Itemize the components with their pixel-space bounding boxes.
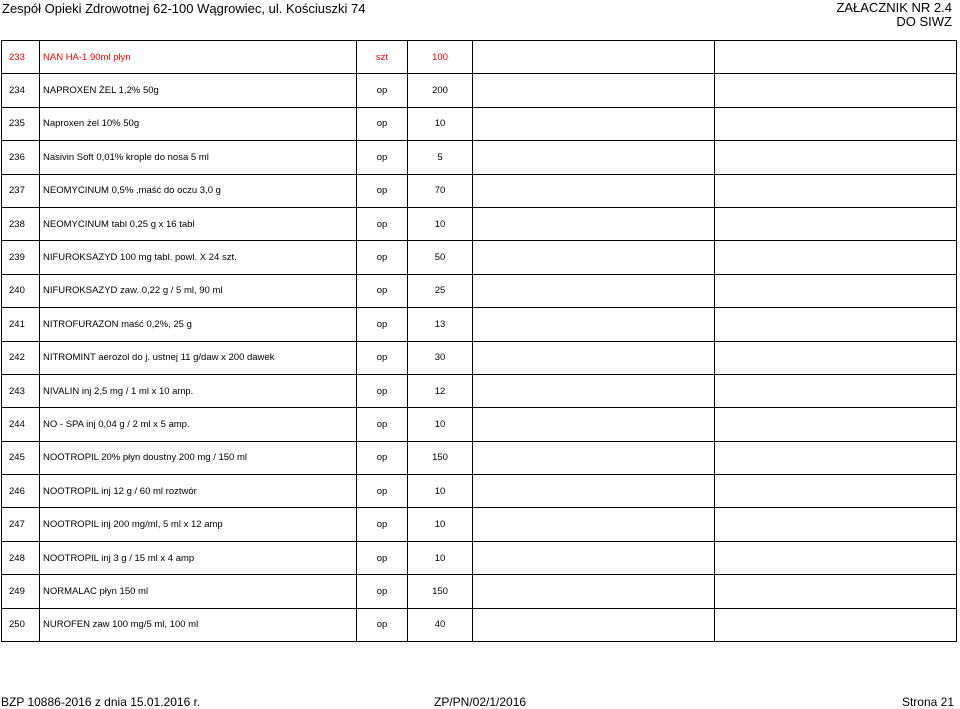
product-name-cell: NEOMYCINUM 0,5% ,maść do oczu 3,0 g — [40, 174, 357, 207]
table-row — [2, 41, 957, 74]
quantity-cell: 10 — [408, 207, 473, 240]
price-cell — [473, 341, 715, 374]
product-name-cell: NAPROXEN ŻEL 1,2% 50g — [40, 74, 357, 107]
price-cell — [473, 575, 715, 608]
quantity-cell: 40 — [408, 608, 473, 641]
items-table — [1, 40, 957, 642]
value-cell — [715, 541, 957, 574]
row-number-cell: 241 — [2, 308, 40, 341]
unit-cell: op — [357, 141, 408, 174]
annex-label — [836, 1, 952, 29]
annex-line-1: ZAŁACZNIK NR 2.4 — [836, 0, 952, 15]
value-cell — [715, 141, 957, 174]
product-name-cell: NEOMYCINUM tabl 0,25 g x 16 tabl — [40, 207, 357, 240]
row-number-cell: 240 — [2, 274, 40, 307]
row-number-cell: 248 — [2, 541, 40, 574]
product-name-cell: NITROMINT aerozol do j. ustnej 11 g/daw x 200 dawek — [40, 341, 357, 374]
price-cell — [473, 308, 715, 341]
table-row — [2, 74, 957, 107]
table-row — [2, 441, 957, 474]
table-row — [2, 374, 957, 407]
value-cell — [715, 408, 957, 441]
unit-cell: op — [357, 441, 408, 474]
quantity-cell: 10 — [408, 475, 473, 508]
unit-cell: op — [357, 608, 408, 641]
price-cell — [473, 74, 715, 107]
unit-cell: op — [357, 374, 408, 407]
value-cell — [715, 107, 957, 140]
unit-cell: op — [357, 107, 408, 140]
product-name-cell: NUROFEN zaw 100 mg/5 ml, 100 ml — [40, 608, 357, 641]
quantity-cell: 150 — [408, 575, 473, 608]
price-cell — [473, 541, 715, 574]
value-cell — [715, 575, 957, 608]
quantity-cell: 25 — [408, 274, 473, 307]
row-number-cell: 245 — [2, 441, 40, 474]
price-cell — [473, 41, 715, 74]
table-row — [2, 408, 957, 441]
value-cell — [715, 341, 957, 374]
value-cell — [715, 374, 957, 407]
value-cell — [715, 74, 957, 107]
row-number-cell: 243 — [2, 374, 40, 407]
table-row — [2, 241, 957, 274]
footer-bzp: BZP 10886-2016 z dnia 15.01.2016 r. — [1, 695, 201, 709]
quantity-cell: 12 — [408, 374, 473, 407]
quantity-cell: 200 — [408, 74, 473, 107]
table-row — [2, 274, 957, 307]
value-cell — [715, 41, 957, 74]
value-cell — [715, 475, 957, 508]
quantity-cell: 13 — [408, 308, 473, 341]
row-number-cell: 247 — [2, 508, 40, 541]
product-name-cell: NOOTROPIL 20% płyn doustny 200 mg / 150 ml — [40, 441, 357, 474]
product-name-cell: Nasivin Soft 0,01% krople do nosa 5 ml — [40, 141, 357, 174]
value-cell — [715, 207, 957, 240]
quantity-cell: 5 — [408, 141, 473, 174]
unit-cell: op — [357, 341, 408, 374]
product-name-cell: NO - SPA inj 0,04 g / 2 ml x 5 amp. — [40, 408, 357, 441]
product-name-cell: NITROFURAZON maść 0,2%, 25 g — [40, 308, 357, 341]
table-row — [2, 475, 957, 508]
product-name-cell: NAN HA-1 90ml płyn — [40, 41, 357, 74]
product-name-cell: NOOTROPIL inj 200 mg/ml, 5 ml x 12 amp — [40, 508, 357, 541]
unit-cell: op — [357, 575, 408, 608]
value-cell — [715, 441, 957, 474]
price-cell — [473, 441, 715, 474]
table-row — [2, 207, 957, 240]
value-cell — [715, 274, 957, 307]
quantity-cell: 10 — [408, 541, 473, 574]
product-name-cell: NOOTROPIL inj 12 g / 60 ml roztwór — [40, 475, 357, 508]
table-row — [2, 174, 957, 207]
row-number-cell: 246 — [2, 475, 40, 508]
annex-line-2: DO SIWZ — [896, 14, 952, 29]
price-cell — [473, 141, 715, 174]
table-row — [2, 575, 957, 608]
value-cell — [715, 174, 957, 207]
document-header-title: Zespół Opieki Zdrowotnej 62-100 Wągrowiec, ul. Kościuszki 74 — [2, 1, 366, 16]
unit-cell: op — [357, 174, 408, 207]
product-name-cell: NIFUROKSAZYD 100 mg tabl. powl. X 24 szt. — [40, 241, 357, 274]
table-row — [2, 308, 957, 341]
row-number-cell: 238 — [2, 207, 40, 240]
price-cell — [473, 241, 715, 274]
row-number-cell: 249 — [2, 575, 40, 608]
footer-case-number: ZP/PN/02/1/2016 — [434, 695, 527, 709]
table-row — [2, 341, 957, 374]
row-number-cell: 235 — [2, 107, 40, 140]
quantity-cell: 70 — [408, 174, 473, 207]
value-cell — [715, 608, 957, 641]
price-cell — [473, 174, 715, 207]
unit-cell: op — [357, 475, 408, 508]
table-row — [2, 508, 957, 541]
price-cell — [473, 274, 715, 307]
value-cell — [715, 241, 957, 274]
quantity-cell: 100 — [408, 41, 473, 74]
quantity-cell: 50 — [408, 241, 473, 274]
unit-cell: op — [357, 408, 408, 441]
row-number-cell: 233 — [2, 41, 40, 74]
value-cell — [715, 508, 957, 541]
value-cell — [715, 308, 957, 341]
price-cell — [473, 408, 715, 441]
price-cell — [473, 475, 715, 508]
product-name-cell: NIFUROKSAZYD zaw. 0,22 g / 5 ml, 90 ml — [40, 274, 357, 307]
row-number-cell: 242 — [2, 341, 40, 374]
price-cell — [473, 107, 715, 140]
unit-cell: op — [357, 308, 408, 341]
quantity-cell: 10 — [408, 408, 473, 441]
price-cell — [473, 207, 715, 240]
quantity-cell: 150 — [408, 441, 473, 474]
product-name-cell: NORMALAC płyn 150 ml — [40, 575, 357, 608]
unit-cell: op — [357, 508, 408, 541]
unit-cell: op — [357, 274, 408, 307]
product-name-cell: Naproxen żel 10% 50g — [40, 107, 357, 140]
table-row — [2, 141, 957, 174]
unit-cell: op — [357, 207, 408, 240]
table-row — [2, 608, 957, 641]
unit-cell: op — [357, 541, 408, 574]
row-number-cell: 234 — [2, 74, 40, 107]
price-cell — [473, 374, 715, 407]
footer-page-number: Strona 21 — [901, 695, 954, 709]
row-number-cell: 237 — [2, 174, 40, 207]
quantity-cell: 10 — [408, 107, 473, 140]
row-number-cell: 239 — [2, 241, 40, 274]
price-cell — [473, 608, 715, 641]
row-number-cell: 236 — [2, 141, 40, 174]
table-row — [2, 541, 957, 574]
row-number-cell: 250 — [2, 608, 40, 641]
unit-cell: op — [357, 241, 408, 274]
quantity-cell: 10 — [408, 508, 473, 541]
table-row — [2, 107, 957, 140]
product-name-cell: NOOTROPIL inj 3 g / 15 ml x 4 amp — [40, 541, 357, 574]
quantity-cell: 30 — [408, 341, 473, 374]
unit-cell: szt — [357, 41, 408, 74]
unit-cell: op — [357, 74, 408, 107]
product-name-cell: NIVALIN inj 2,5 mg / 1 ml x 10 amp. — [40, 374, 357, 407]
row-number-cell: 244 — [2, 408, 40, 441]
price-cell — [473, 508, 715, 541]
